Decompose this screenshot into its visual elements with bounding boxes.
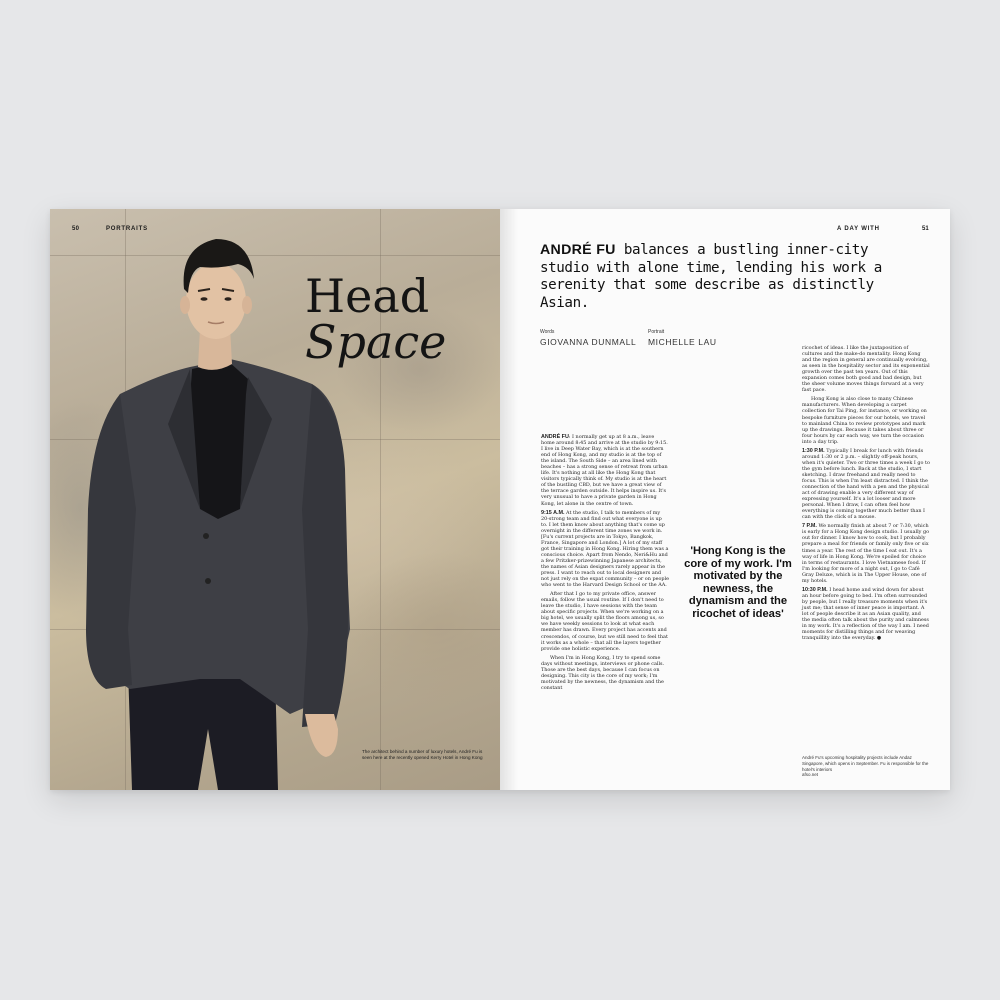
page-number: 50 — [72, 226, 80, 232]
magazine-spread — [50, 209, 950, 790]
endnote-url: afso.net — [802, 772, 819, 778]
credit-words — [540, 329, 636, 347]
paragraph-lead: 1:30 P.M. — [802, 447, 825, 454]
page-gutter-shadow — [500, 209, 518, 790]
standfirst — [540, 242, 885, 312]
title-line-1: Head — [305, 269, 430, 323]
standfirst-text: balances a bustling inner-city studio with alone time, lending his work a serenity that some describe as distinctly Asian. — [540, 242, 882, 311]
pull-quote: 'Hong Kong is the core of my work. I'm motivated by the newness, the dynamism and the ricochet of ideas' — [684, 545, 792, 620]
left-page — [50, 209, 500, 790]
paragraph-lead: ANDRÉ FU — [541, 434, 569, 440]
title-line-2: Space — [305, 315, 447, 369]
body-column-1 — [541, 434, 669, 694]
page-number: 51 — [922, 226, 929, 232]
body-paragraph: When I'm in Hong Kong, I try to spend some days without meetings, interviews or phone calls. Those are the best days, because I can focus on designing. This city is the core of my work; I'm motivated by the newness, the dynamism and the constant — [541, 654, 665, 691]
article-title — [305, 269, 447, 369]
paragraph-text: Typically I break for lunch with friends around 1:30 or 2 p.m. – slightly off-peak hours, when it's quieter. Two or three times a week I go to the gym before lunch. Back at the studio, I start sketching. I draw freehand and really need to focus. This is when I'm least distracted. I think the connection of the hand with a pen and the physical act of drawing enable a very different way of expressing yourself. It's a lot looser and more personal. When I draw, I can often feel how everything is coming together much better than I can with the click of a mouse. — [802, 447, 930, 521]
body-paragraph: After that I go to my private office, answer emails, follow the usual routine. If I don't need to leave the studio, I have sessions with the team about specific projects. When we're working on a big hotel, we usually split the floors among us, so we have weekly sessions to look at what each member has drawn. Every project has accents and crescendos, of course, but we still need to feel that it works as a whole – that all the layers together provide one holistic experience. — [541, 591, 668, 652]
credit-name: GIOVANNA DUNMALL — [540, 337, 637, 347]
photo-caption: The architect behind a number of luxury hotels, André Fu is seen here at the recently opened Kerry Hotel in Hong Kong — [362, 749, 483, 760]
paragraph-lead: 10:30 P.M. — [802, 586, 828, 593]
paragraph-text: At the studio, I talk to members of my 20-strong team and find out what everyone is up to. I let them know about anything that's come up overnight in the different time zones we work in. [Fu's current projects are in Tokyo, Bangkok, France, Singapore and London.] A lot of my staff got their training in Hong Kong. Hiring them was a conscious choice. Apart from Nendo, Neri&Hu and a few Pritzker-prizewinning Japanese architects, the names of Asian designers rarely appear in the press. I want to reach out to local designers and not just rely on the expat community – or on people who went to the Harvard Design School or the AA. — [541, 509, 670, 589]
body-paragraph — [802, 448, 930, 521]
body-paragraph — [541, 434, 669, 507]
credit-portrait — [648, 329, 717, 347]
paragraph-text: I head home and wind down for about an hour before going to bed. I'm often surrounded by people, but I really treasure moments when it's just me; that sense of inner peace is important. A lot of people describe it as an Asian quality, and the media often talk about the purity and calmness in my work. It's a reflection of the way I am. I need moments for distilling things and for weaving tranquillity into the everyday. ● — [802, 586, 929, 642]
paragraph-lead: 7 P.M. — [802, 523, 817, 530]
section-label: A DAY WITH — [837, 226, 880, 232]
endnote-text: André Fu's upcoming hospitality projects include Andaz Singapore, which opens in September. Fu is responsible for the hotel's interiors — [802, 755, 929, 772]
paragraph-text: : I normally get up at 8 a.m., leave home around 8:45 and arrive at the studio by 9:15. I live in Deep Water Bay, which is at the southern end of Hong Kong, and my studio is at the top of the island. The South Side – an area lined with beaches – has a strong sense of retreat from urban life. It's nothing at all like the Hong Kong that visitors typically think of. My studio is at the heart of the bustling CBD, but we have a great view of the terrace garden outside. It helps inspire us. It's very unusual to have a private garden in Hong Kong, let alone in the centre of town. — [541, 434, 668, 507]
credit-label: Words — [540, 329, 555, 335]
endnote — [802, 755, 930, 778]
body-column-3 — [802, 345, 930, 644]
body-paragraph: ricochet of ideas. I like the juxtaposition of cultures and the make-do mentality. Hong Kong and the region in general are continually evolving, as seen in the hospitality sector and its exponential growth over the past ten years. Out of this expansion comes both good and bad design, but the sheer volume moves things forward at a very fast pace. — [802, 345, 930, 394]
standfirst-name: ANDRÉ FU — [540, 242, 616, 258]
body-paragraph — [802, 523, 930, 583]
paragraph-lead: 9:15 A.M. — [541, 509, 565, 516]
section-label: PORTRAITS — [106, 226, 148, 232]
paragraph-text: We normally finish at about 7 or 7:30, which is early for a Hong Kong design studio. I usually go out for dinner. I know how to cook, but I probably prepare a meal for friends or family only five or six times a year. The rest of the time I eat out. It's a way of life in Hong Kong. We're spoiled for choice in terms of restaurants. I love Vietnamese food. If I'm looking for more of a night out, I go to Café Gray Deluxe, which is in The Upper House, one of my hotels. — [802, 523, 930, 584]
body-paragraph: Hong Kong is also close to many Chinese manufacturers. When developing a carpet collection for Tai Ping, for instance, or working on bespoke furniture pieces for our hotels, we travel to mainland China to review prototypes and mark up the drawings. Because it takes about three or four hours by car each way, we turn the occasion into a day trip. — [802, 396, 927, 445]
body-paragraph — [541, 510, 669, 589]
right-page — [500, 209, 950, 790]
credit-name: MICHELLE LAU — [648, 337, 717, 347]
body-paragraph — [802, 587, 930, 641]
credit-label: Portrait — [648, 329, 665, 335]
